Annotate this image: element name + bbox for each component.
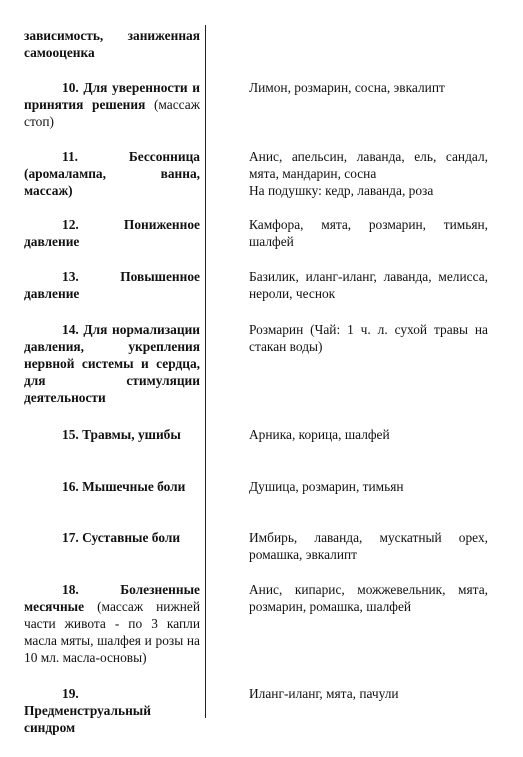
row-13-condition bbox=[24, 268, 200, 302]
row-11-oils-pillow: На подушку: кедр, лаванда, роза bbox=[249, 183, 434, 198]
row-18-number: 18. bbox=[62, 582, 79, 597]
row-19-condition bbox=[24, 685, 200, 736]
row-10-condition-bold: Для уверенности и принятия решения bbox=[24, 80, 200, 112]
row-15-condition-bold: Травмы, ушибы bbox=[82, 427, 181, 442]
row-11-condition bbox=[24, 148, 200, 199]
row-18-oils: Анис, кипарис, можжевельник, мята, розмарин, ромашка, шалфей bbox=[249, 582, 488, 614]
row-19-oils: Иланг-иланг, мята, пачули bbox=[249, 686, 399, 701]
row-12-condition bbox=[24, 216, 200, 250]
row-11-oils-main: Анис, апельсин, лаванда, ель, сандал, мята, мандарин, сосна bbox=[249, 149, 488, 181]
row-13-number: 13. bbox=[62, 269, 79, 284]
row-0-condition bbox=[24, 27, 200, 61]
row-16-number: 16. bbox=[62, 479, 79, 494]
row-15-condition bbox=[24, 426, 200, 443]
row-12-number: 12. bbox=[62, 217, 79, 232]
row-10-number: 10. bbox=[62, 80, 79, 95]
row-18-condition bbox=[24, 581, 200, 666]
row-13-oils: Базилик, иланг-иланг, лаванда, мелисса, нероли, чеснок bbox=[249, 269, 488, 301]
row-14-number: 14. bbox=[62, 322, 79, 337]
row-14-oils: Розмарин (Чай: 1 ч. л. сухой травы на стакан воды) bbox=[249, 322, 488, 354]
row-11-oils bbox=[249, 148, 488, 199]
row-15-number: 15. bbox=[62, 427, 79, 442]
row-16-oils: Душица, розмарин, тимьян bbox=[249, 479, 404, 494]
row-12-condition-bold: Пониженное давление bbox=[24, 217, 200, 249]
row-17-oils: Имбирь, лаванда, мускатный орех, ромашка, эвкалипт bbox=[249, 530, 488, 562]
row-19-number: 19. bbox=[62, 686, 79, 701]
row-18-condition-note: (массаж нижней части живота - по 3 капли масла мяты, шалфея и розы на 10 мл. масла-основы) bbox=[24, 599, 200, 665]
row-17-condition-bold: Суставные боли bbox=[82, 530, 181, 545]
row-12-oils: Камфора, мята, розмарин, тимьян, шалфей bbox=[249, 217, 488, 249]
row-18-condition-bold: Болезненные месячные bbox=[24, 582, 200, 614]
row-10-condition-note: (массаж стоп) bbox=[24, 97, 200, 129]
row-14-condition bbox=[24, 321, 200, 406]
column-divider bbox=[205, 25, 206, 718]
row-16-condition bbox=[24, 478, 200, 495]
row-17-condition bbox=[24, 529, 200, 546]
row-15-oils: Арника, корица, шалфей bbox=[249, 427, 390, 442]
row-13-condition-bold: Повышенное давление bbox=[24, 269, 200, 301]
row-11-number: 11. bbox=[62, 149, 78, 164]
row-10-oils: Лимон, розмарин, сосна, эвкалипт bbox=[249, 80, 445, 95]
row-10-condition bbox=[24, 79, 200, 130]
row-11-condition-bold: Бессонница (аромалампа, ванна, массаж) bbox=[24, 149, 200, 198]
row-19-condition-bold: Предменструальный синдром bbox=[24, 703, 151, 735]
row-0-condition-text: зависимость, заниженная самооценка bbox=[24, 28, 200, 60]
row-16-condition-bold: Мышечные боли bbox=[82, 479, 186, 494]
row-14-condition-bold: Для нормализации давления, укрепления нервной системы и сердца, для стимуляции деятельности bbox=[24, 322, 200, 405]
row-17-number: 17. bbox=[62, 530, 79, 545]
